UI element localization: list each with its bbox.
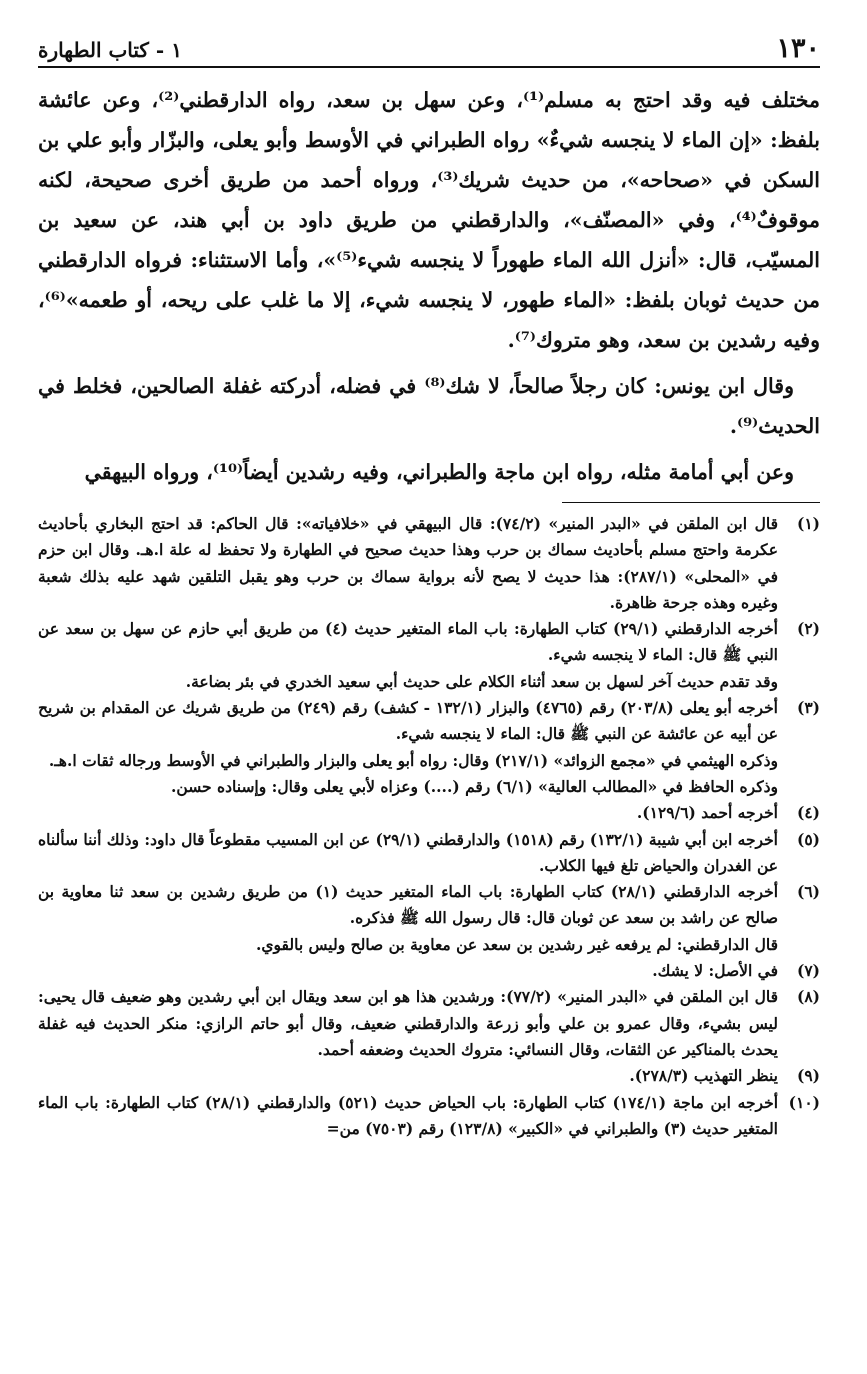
footnote-text: قال ابن الملقن في «البدر المنير» (٧٤/٢): قال البيهقي في «خلافياته»: قال الحاكم: قد احتج البخاري بأحاديث عكرمة واحتج مسلم بأحاديث سماك بن حرب وهذا حديث صحيح في الطهارة ولا تحفظ له علة ا.هـ. وقال ابن حزم في «المحلى» (٢٨٧/١): هذا حديث لا يصح لأنه برواية سماك بن حرب وهو يقبل التلقين شهد عليه بذلك شعبة وغيره وهذه جرحة ظاهرة. — [38, 514, 778, 612]
footnote-text: قال الدارقطني: لم يرفعه غير رشدين بن سعد عن معاوية بن صالح وليس بالقوي. — [256, 934, 778, 954]
footnote-text: قال ابن الملقن في «البدر المنير» (٧٧/٢): ورشدين هذا هو ابن سعد ويقال ابن أبي رشدين وهو ضعيف قال يحيى: ليس بشيء، وقال عمرو بن علي وأبو زرعة والدارقطني ضعيف، وقال أبو حاتم الرازي: منكر الحديث فيه غفلة يحدث بالمناكير عن الثقات، وقال النسائي: متروك الحديث وضعفه أحمد. — [38, 987, 778, 1059]
body-paragraph: وقال ابن يونس: كان رجلاً صالحاً، لا شك⁽⁸⁾ في فضله، أدركته غفلة الصالحين، فخلط في الحديث⁽⁹⁾. — [38, 374, 820, 438]
footnote-number: (٩) — [796, 1066, 820, 1086]
footnote — [38, 984, 820, 1063]
footnote-number: (٦) — [796, 882, 820, 902]
footnote-text: أخرجه أبو يعلى (٢٠٣/٨) رقم (٤٧٦٥) والبزار (١٣٢/١ - كشف) رقم (٢٤٩) من طريق شريك عن المقدام بن شريح عن أبيه عن عائشة عن النبي ﷺ قال: الماء لا ينجسه شيء. — [38, 698, 778, 744]
body-paragraph: مختلف فيه وقد احتج به مسلم⁽¹⁾، وعن سهل بن سعد، رواه الدارقطني⁽²⁾، وعن عائشة بلفظ: «إن الماء لا ينجسه شيءٌ» رواه الطبراني في الأوسط وأبو يعلى، والبزّار وأبو علي بن السكن في «صحاحه»، من حديث شريك⁽³⁾، ورواه أحمد من طريق أخرى صحيحة، لكنه موقوفٌ⁽⁴⁾، وفي «المصنّف»، والدارقطني من طريق داود بن أبي هند، عن سعيد بن المسيّب، قال: «أنزل الله الماء طهوراً لا ينجسه شيء⁽⁵⁾»، وأما الاستثناء: فرواه الدارقطني من حديث ثوبان بلفظ: «الماء طهور، لا ينجسه شيء، إلا ما غلب على ريحه، أو طعمه»⁽⁶⁾، وفيه رشدين بن سعد، وهو متروك⁽⁷⁾. — [38, 88, 820, 352]
footnote — [38, 695, 820, 800]
footnote-text: أخرجه ابن ماجة (١٧٤/١) كتاب الطهارة: باب الحياض حديث (٥٢١) والدارقطني (٢٨/١) كتاب الطهارة: باب الماء المتغير حديث (٣) والطبراني في «الكبير» (١٢٣/٨) رقم (٧٥٠٣) من= — [38, 1092, 778, 1138]
footnote — [38, 879, 820, 958]
footnote — [38, 511, 820, 616]
footnote — [38, 1063, 820, 1089]
footnote-text: أخرجه الدارقطني (٢٩/١) كتاب الطهارة: باب الماء المتغير حديث (٤) من طريق أبي حازم عن سهل بن سعد عن النبي ﷺ قال: الماء لا ينجسه شيء. — [38, 619, 778, 665]
footnotes — [38, 511, 820, 1142]
footnote-number: (٨) — [796, 987, 820, 1007]
body-paragraph: وعن أبي أمامة مثله، رواه ابن ماجة والطبراني، وفيه رشدين أيضاً⁽¹⁰⁾، ورواه البيهقي — [84, 460, 794, 484]
footnote-number: (٣) — [796, 698, 820, 718]
footnote-text: وقد تقدم حديث آخر لسهل بن سعد أثناء الكلام على حديث أبي سعيد الخدري في بئر بضاعة. — [185, 671, 778, 691]
page-header — [38, 28, 820, 68]
footnote-number: (١٠) — [788, 1092, 820, 1112]
footnote — [38, 1090, 820, 1143]
footnote-text: أخرجه ابن أبي شيبة (١٣٢/١) رقم (١٥١٨) والدارقطني (٢٩/١) عن ابن المسيب مقطوعاً قال داود: وذلك أننا سألناه عن الغدران والحياض تلغ فيها الكلاب. — [38, 829, 778, 875]
footnote-number: (٤) — [796, 803, 820, 823]
footnote-number: (١) — [796, 514, 820, 533]
document-page — [38, 28, 820, 1142]
page-number: ١٣٠ — [776, 33, 820, 64]
footnote-text: وذكره الحافظ في «المطالب العالية» (٦/١) رقم (....) وعزاه لأبي يعلى وقال: وإسناده حسن. — [171, 776, 778, 796]
running-head: ١ - كتاب الطهارة — [38, 38, 182, 62]
footnote — [38, 800, 820, 826]
footnote-number: (٢) — [796, 619, 820, 639]
footnote-text: ينظر التهذيب (٢٧٨/٣). — [629, 1066, 778, 1086]
footnote — [38, 958, 820, 984]
footnote — [38, 827, 820, 880]
footnote-separator — [562, 502, 820, 503]
footnote — [38, 616, 820, 695]
footnote-text: أخرجه الدارقطني (٢٨/١) كتاب الطهارة: باب الماء المتغير حديث (١) من طريق رشدين بن سعد ثنا معاوية بن صالح عن راشد بن سعد عن ثوبان قال: قال رسول الله ﷺ فذكره. — [38, 882, 778, 928]
main-text — [38, 80, 820, 492]
footnote-number: (٧) — [796, 961, 820, 981]
footnote-text: وذكره الهيثمي في «مجمع الزوائد» (٢١٧/١) وقال: رواه أبو يعلى والبزار والطبراني في الأوسط ورجاله ثقات ا.هـ. — [48, 750, 778, 770]
footnote-number: (٥) — [796, 829, 820, 849]
footnote-text: أخرجه أحمد (١٢٩/٦). — [636, 803, 778, 823]
footnote-text: في الأصل: لا يشك. — [652, 961, 778, 981]
